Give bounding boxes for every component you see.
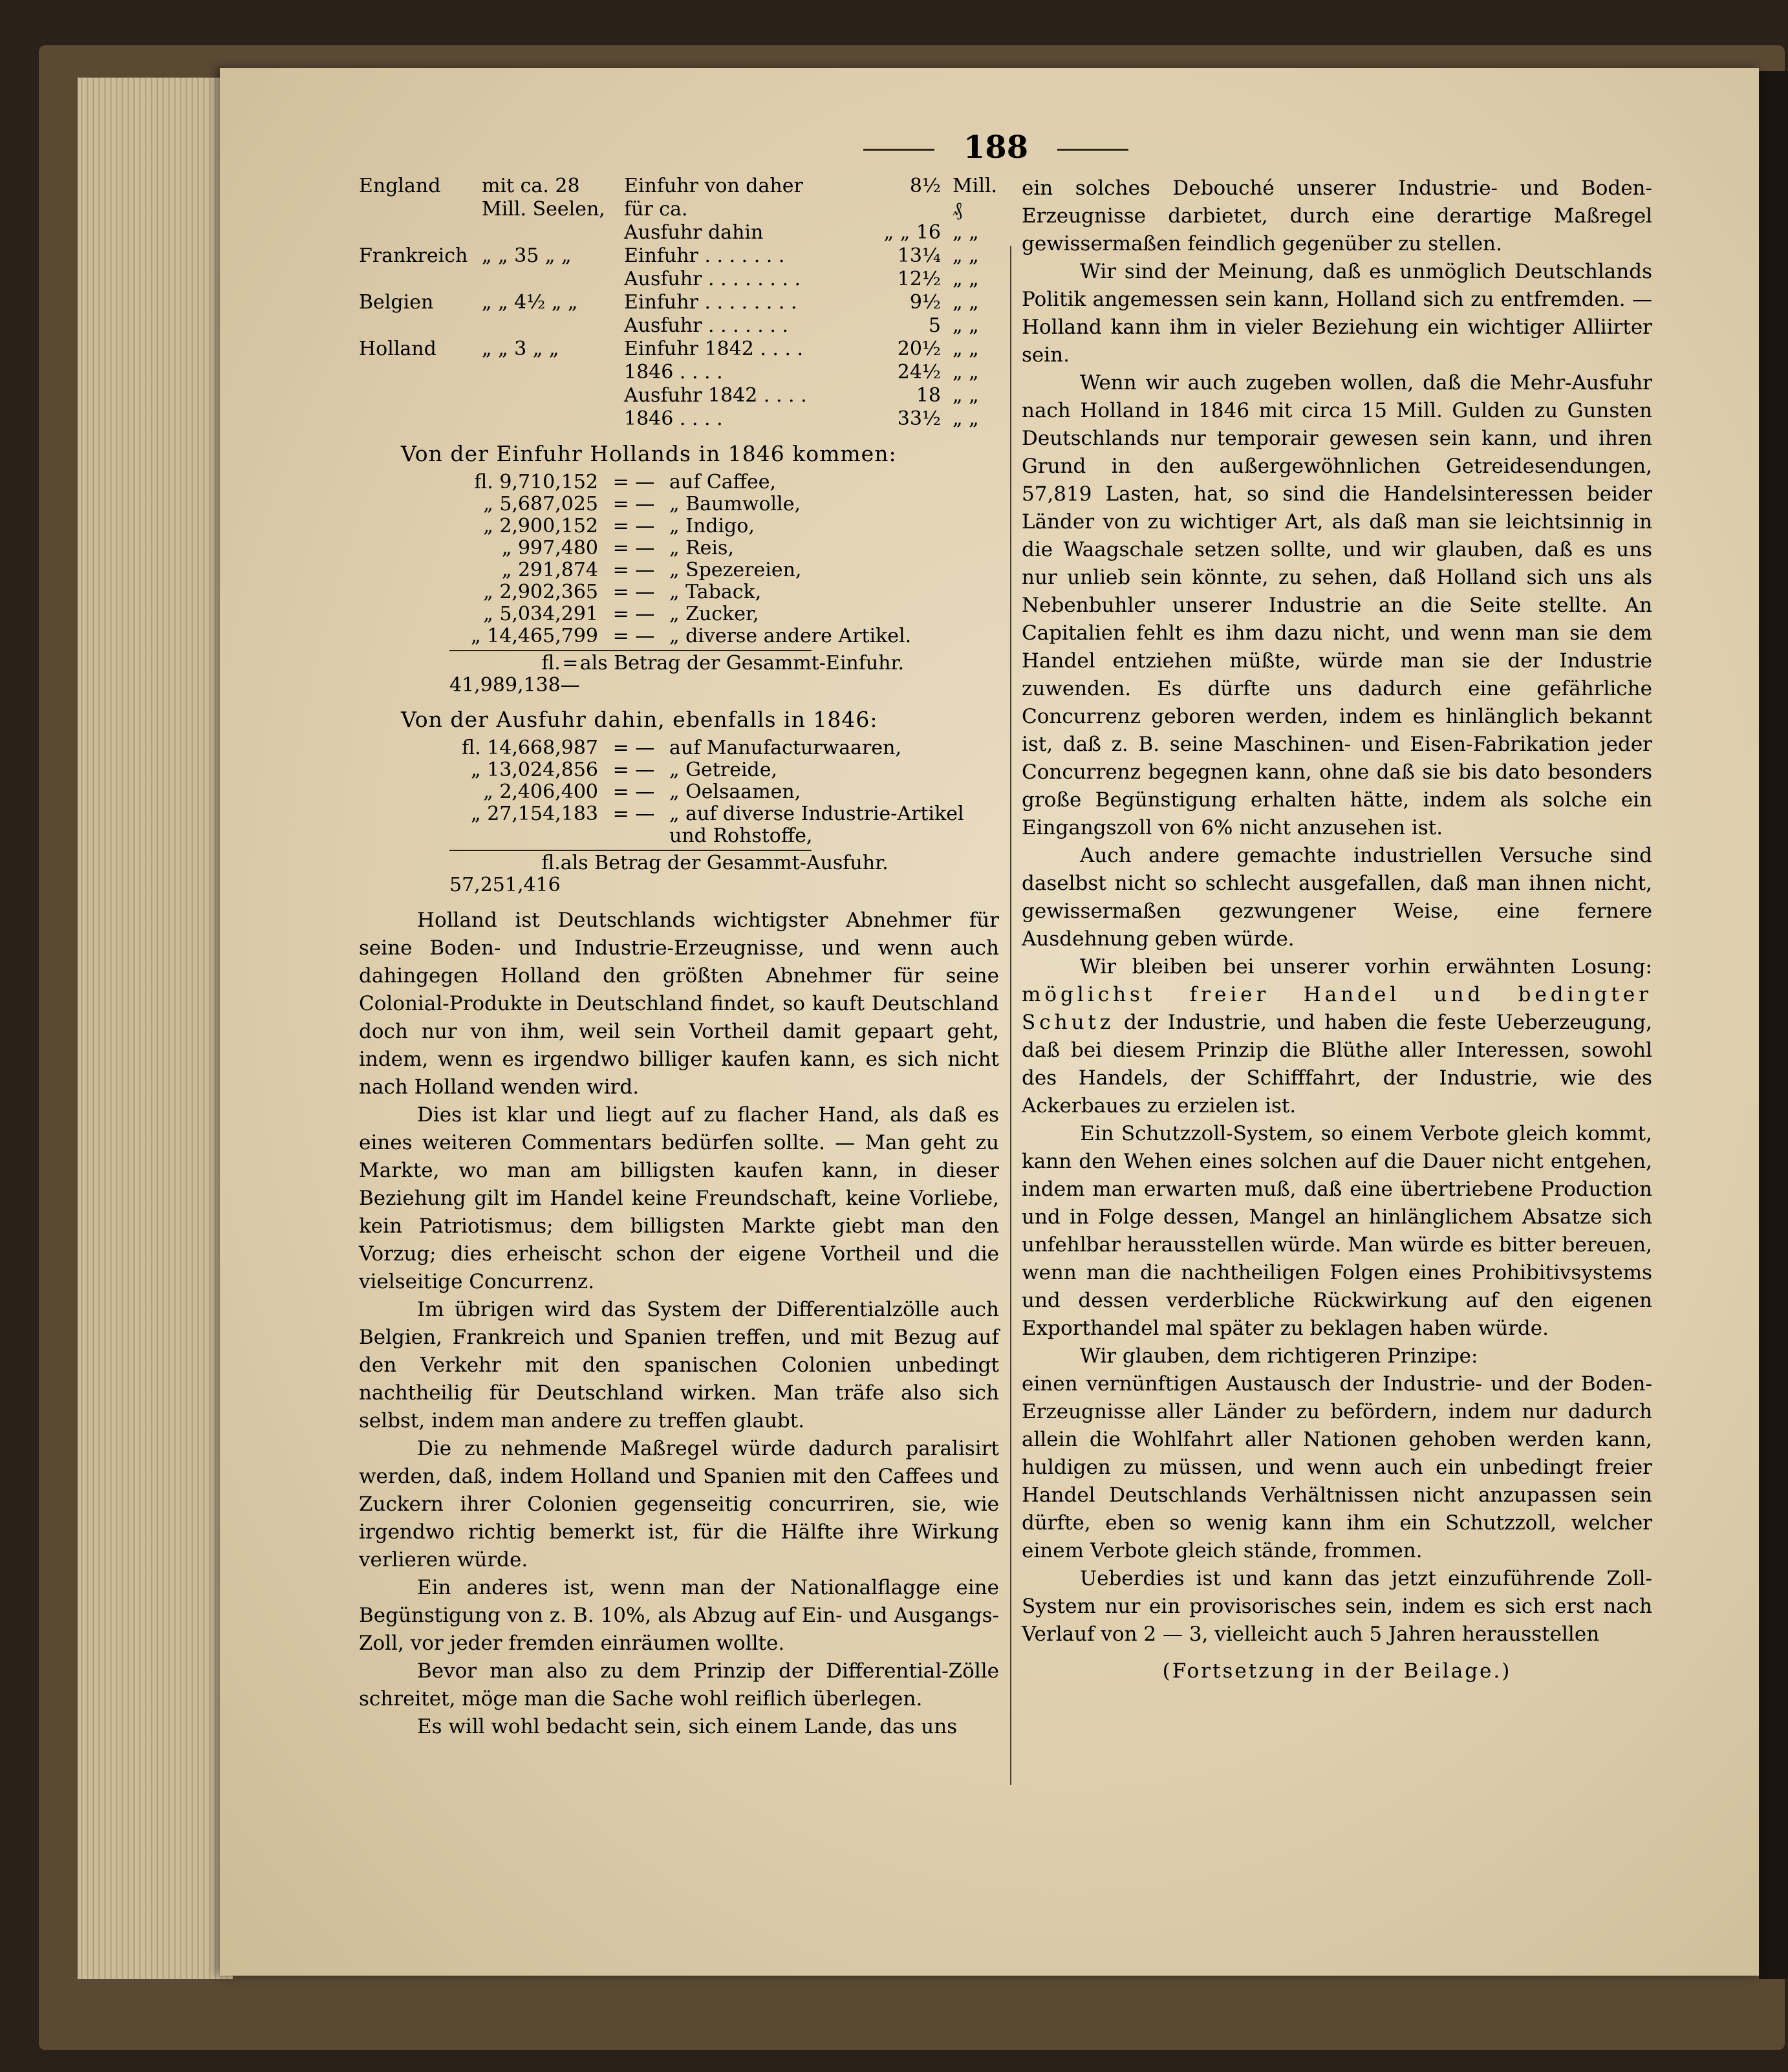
unit-cell: „ „: [953, 384, 979, 407]
amount: „ 2,900,152: [483, 515, 598, 537]
paragraph: Dies ist klar und liegt auf zu flacher Hand, als daß es eines weiteren Commentars bedürfen sollte. — Man geht zu Markte, wo man am billigsten kaufen kann, in dieser Beziehung gilt im Handel keine Freundschaft, keine Vorliebe, kein Patriotismus; dem billigsten Markte giebt man den Vorzug; dies erheischt schon der eigene Vortheil und die vielseitige Concurrenz.: [359, 1103, 999, 1293]
population-cell: [482, 221, 624, 244]
value-cell: 18: [916, 384, 941, 407]
amount: „ 5,687,025: [483, 493, 598, 515]
country-cell: Belgien: [359, 291, 434, 314]
total-row: [449, 650, 905, 696]
separator: = —: [612, 737, 655, 759]
value-cell: 13¼: [897, 244, 941, 267]
unit-cell: „ „: [953, 268, 979, 290]
left-column: [359, 175, 999, 1741]
separator: = —: [612, 559, 655, 581]
trade-table: [359, 175, 999, 431]
list-item: [449, 781, 999, 803]
total-amount: fl. 41,989,138: [449, 652, 561, 696]
paragraph-text: Wir bleiben bei unserer vorhin erwähnten Losung:: [1080, 955, 1652, 978]
unit-cell: „ „: [953, 361, 979, 383]
country-cell: England: [359, 175, 441, 197]
header-rule-left: [863, 149, 934, 151]
population-cell: [482, 384, 624, 407]
separator: = —: [612, 471, 655, 493]
country-cell: [359, 361, 482, 384]
paragraph: Auch andere gemachte industriellen Versuche sind daselbst nicht so schlecht ausgefallen, daß man ihnen nicht, gewissermaßen gezwungener Weise, eine fernere Ausdehnung geben würde.: [1022, 844, 1652, 951]
unit-cell: „ „: [953, 221, 979, 244]
country-cell: [359, 384, 482, 407]
unit-cell: „ „: [953, 338, 979, 360]
population-cell: mit ca. 28 Mill. Seelen,: [482, 175, 605, 221]
unit-cell: Mill. ₰: [953, 175, 998, 221]
goods: „ diverse andere Artikel.: [669, 625, 912, 647]
table-row: [359, 407, 999, 431]
paragraph-text: der Industrie, und haben die feste Ueberzeugung, daß bei diesem Prinzip die Blüthe aller Interessen, sowohl des Handels, der Schifffahrt, der Industrie, wie des Ackerbaues zu erzielen ist.: [1022, 1011, 1652, 1117]
country-cell: [359, 221, 482, 244]
table-row: [359, 361, 999, 384]
exports-heading: Von der Ausfuhr dahin, ebenfalls in 1846:: [401, 707, 878, 732]
goods: „ Indigo,: [669, 515, 755, 537]
paragraph: Ueberdies ist und kann das jetzt einzuführende Zoll-System nur ein provisorisches sein, indem es sich erst nach Verlauf von 2 — 3, vielleicht auch 5 Jahren herausstellen: [1022, 1567, 1652, 1646]
population-cell: [482, 361, 624, 384]
trade-kind-cell: 1846 . . . .: [624, 407, 723, 430]
paragraph: Holland ist Deutschlands wichtigster Abnehmer für seine Boden- und Industrie-Erzeugnisse, und wenn auch dahingegen Holland den größten Abnehmer für seine Colonial-Produkte in Deutschland findet, so kauft Deutschland doch nur von ihm, weil sein Vortheil damit gepaart geht, indem, wenn es irgendwo billiger kaufen kann, es sich nicht nach Holland wenden wird.: [359, 909, 999, 1099]
separator: = —: [612, 515, 655, 537]
continuation-note: (Fortsetzung in der Beilage.): [1162, 1659, 1512, 1683]
paragraph: Wenn wir auch zugeben wollen, daß die Mehr-Ausfuhr nach Holland in 1846 mit circa 15 Mill. Gulden zu Gunsten Deutschlands nur temporair gewesen sein kann, und ihren Grund in den außergewöhnlichen Getreidesendungen, 57,819 Lasten, hat, so sind die Handelsinteressen beider Länder von zu wichtiger Art, als daß man sie leichtsinnig in die Waagschale setzen sollte, und wir glauben, daß es uns nur unlieb sein könnte, zu sehen, daß Holland sich uns als Nebenbuhler unserer Industrie an die Seite stellte. An Capitalien fehlt es ihm dazu nicht, und wenn man sie dem Handel entziehen müßte, würde man sie der Industrie zuwenden. Es dürfte uns dadurch eine gefährliche Concurrenz geboren werden, indem es hinlänglich bekannt ist, daß z. B. seine Maschinen- und Eisen-Fabrikation jeder Concurrenz begegnen kann, ohne daß sie bis dato besonders große Begünstigung erhalten hätte, indem als solche ein Eingangszoll von 6% nicht anzusehen ist.: [1022, 371, 1652, 839]
trade-kind-cell: Ausfuhr . . . . . . . .: [624, 268, 801, 290]
value-cell: 5: [928, 314, 941, 337]
total-amount: fl. 57,251,416: [449, 852, 561, 896]
paragraph: Im übrigen wird das System der Differentialzölle auch Belgien, Frankreich und Spanien treffen, und mit Bezug auf den Verkehr mit den spanischen Colonien unbedingt nachtheilig für Deutschland wirken. Man träfe also sich selbst, indem man andere zu treffen glaubt.: [359, 1298, 999, 1432]
paragraph: Ein Schutzzoll-System, so einem Verbote gleich kommt, kann den Wehen eines solchen auf die Dauer nicht entgehen, indem man erwarten muß, daß eine übertriebene Production und in Folge dessen, Mangel an hinlänglichem Absatze sich unfehlbar herausstellen würde. Man würde es bitter bereuen, wenn man die nachtheiligen Folgen eines Prohibitivsystems und dessen verderbliche Rückwirkung auf den eigenen Exporthandel mal später zu beklagen haben würde.: [1022, 1122, 1652, 1340]
separator: = —: [612, 537, 655, 559]
value-cell: „ „ 16: [883, 221, 941, 244]
amount: fl. 14,668,987: [462, 737, 598, 759]
population-cell: „ „ 35 „ „: [482, 244, 572, 267]
country-cell: Frankreich: [359, 244, 468, 267]
table-row: [359, 314, 999, 338]
goods: „ Taback,: [669, 581, 762, 603]
separator: = —: [612, 759, 655, 781]
separator: = —: [612, 803, 655, 825]
unit-cell: „ „: [953, 291, 979, 314]
paragraph: Wir sind der Meinung, daß es unmöglich Deutschlands Politik angemessen sein kann, Holland sich zu entfremden. — Holland kann ihm in vieler Beziehung ein wichtiger Alliirter sein.: [1022, 260, 1652, 367]
table-row: [359, 384, 999, 407]
page-edges: [78, 78, 233, 1979]
list-item: [449, 493, 999, 515]
country-cell: Holland: [359, 338, 436, 360]
binding-edge: [1759, 71, 1788, 1979]
table-row: [359, 291, 999, 314]
table-row: [359, 175, 999, 221]
population-cell: „ „ 3 „ „: [482, 338, 559, 360]
unit-cell: „ „: [953, 244, 979, 267]
separator: = —: [612, 625, 655, 647]
unit-cell: „ „: [953, 407, 979, 430]
list-item: [449, 559, 999, 581]
amount: „ 14,465,799: [471, 625, 598, 647]
population-cell: [482, 314, 624, 338]
list-item: [449, 737, 999, 759]
goods: „ Baumwolle,: [669, 493, 801, 515]
table-row: [359, 338, 999, 361]
trade-kind-cell: Einfuhr . . . . . . . .: [624, 291, 797, 314]
goods: auf Caffee,: [669, 471, 777, 493]
goods: auf Manufacturwaaren,: [669, 737, 902, 759]
trade-kind-cell: 1846 . . . .: [624, 361, 723, 383]
goods: „ Reis,: [669, 537, 734, 559]
goods: „ Getreide,: [669, 759, 778, 781]
table-row: [359, 268, 999, 291]
emphasis-text: möglichst freier Handel und bedingter Schutz: [1022, 983, 1652, 1034]
paragraph: Die zu nehmende Maßregel würde dadurch paralisirt werden, daß, indem Holland und Spanien mit den Caffees und Zuckern ihrer Colonien gegenseitig concurriren, sie, wie irgendwo richtig bemerkt ist, für die Hälfte ihre Wirkung verlieren würde.: [359, 1437, 999, 1571]
exports-list: [359, 737, 999, 896]
separator: = —: [612, 493, 655, 515]
goods: „ Zucker,: [669, 603, 759, 625]
list-item: [449, 759, 999, 781]
header-rule-right: [1057, 149, 1128, 151]
amount: „ 997,480: [501, 537, 598, 559]
imports-list: [359, 471, 999, 696]
trade-kind-cell: Einfuhr von daher für ca.: [624, 175, 803, 221]
paragraph: Ein anderes ist, wenn man der Nationalflagge eine Begünstigung von z. B. 10%, als Abzug auf Ein- und Ausgangs-Zoll, vor jeder fremden einräumen wollte.: [359, 1576, 999, 1655]
page-number: 188: [963, 129, 1029, 166]
separator: = —: [612, 781, 655, 803]
list-item: [449, 537, 999, 559]
value-cell: 12½: [897, 268, 941, 290]
paragraph: [1022, 953, 1652, 1120]
population-cell: „ „ 4½ „ „: [482, 291, 578, 314]
country-cell: [359, 314, 482, 338]
amount: „ 2,406,400: [483, 781, 598, 803]
population-cell: [482, 407, 624, 431]
total-row: [449, 850, 889, 896]
country-cell: [359, 268, 482, 291]
population-cell: [482, 268, 624, 291]
trade-kind-cell: Einfuhr . . . . . . .: [624, 244, 785, 267]
list-item: [449, 625, 999, 647]
imports-heading: Von der Einfuhr Hollands in 1846 kommen:: [401, 441, 897, 466]
paragraph: Wir glauben, dem richtigeren Prinzipe:: [1080, 1344, 1478, 1368]
value-cell: 8½: [909, 175, 941, 197]
list-item: [449, 603, 999, 625]
total-label: als Betrag der Gesammt-Einfuhr.: [579, 652, 905, 674]
list-item: [449, 515, 999, 537]
separator: = —: [612, 603, 655, 625]
list-item: [449, 581, 999, 603]
trade-kind-cell: Ausfuhr . . . . . . .: [624, 314, 788, 337]
goods: „ Spezereien,: [669, 559, 802, 581]
paragraph: einen vernünftigen Austausch der Industrie- und der Boden-Erzeugnisse aller Länder zu befördern, indem nur dadurch allein die Wohlfahrt aller Nationen gehoben werden kann, huldigen zu müssen, und wenn auch ein unbedingt freier Handel Deutschlands Verhältnissen nicht anzupassen sein dürfte, eben so wenig kann ihm ein Schutzzoll, welcher einem Verbote gleich stände, frommen.: [1022, 1372, 1652, 1562]
column-divider: [1010, 246, 1011, 1785]
separator: = —: [612, 581, 655, 603]
paragraph: Es will wohl bedacht sein, sich einem Lande, das uns: [417, 1715, 958, 1738]
amount: „ 291,874: [501, 559, 598, 581]
list-item: [449, 803, 999, 847]
amount: „ 13,024,856: [471, 759, 598, 781]
value-cell: 33½: [897, 407, 941, 430]
amount: „ 2,902,365: [483, 581, 598, 603]
page-number-header: [802, 129, 1190, 166]
paragraph: ein solches Debouché unserer Industrie- und Boden-Erzeugnisse darbietet, durch eine derartige Maßregel gewissermaßen feindlich gegenüber zu stellen.: [1022, 177, 1652, 255]
goods: „ auf diverse Industrie-Artikel und Rohstoffe,: [669, 803, 964, 847]
value-cell: 24½: [897, 361, 941, 383]
value-cell: 9½: [909, 291, 941, 314]
trade-kind-cell: Ausfuhr dahin: [624, 221, 764, 244]
list-item: [449, 471, 999, 493]
amount: „ 27,154,183: [471, 803, 598, 825]
separator: = —: [560, 652, 580, 696]
table-row: [359, 221, 999, 244]
trade-kind-cell: Einfuhr 1842 . . . .: [624, 338, 804, 360]
right-column: [1022, 175, 1652, 1685]
amount: „ 5,034,291: [483, 603, 598, 625]
amount: fl. 9,710,152: [474, 471, 598, 493]
value-cell: 20½: [897, 338, 941, 360]
trade-kind-cell: Ausfuhr 1842 . . . .: [624, 384, 807, 407]
goods: „ Oelsaamen,: [669, 781, 801, 803]
total-label: als Betrag der Gesammt-Ausfuhr.: [560, 852, 889, 874]
unit-cell: „ „: [953, 314, 979, 337]
country-cell: [359, 407, 482, 431]
left-body-text: [359, 907, 999, 1741]
paragraph: Bevor man also zu dem Prinzip der Differential-Zölle schreitet, möge man die Sache wohl reiflich überlegen.: [359, 1659, 999, 1710]
table-row: [359, 244, 999, 268]
